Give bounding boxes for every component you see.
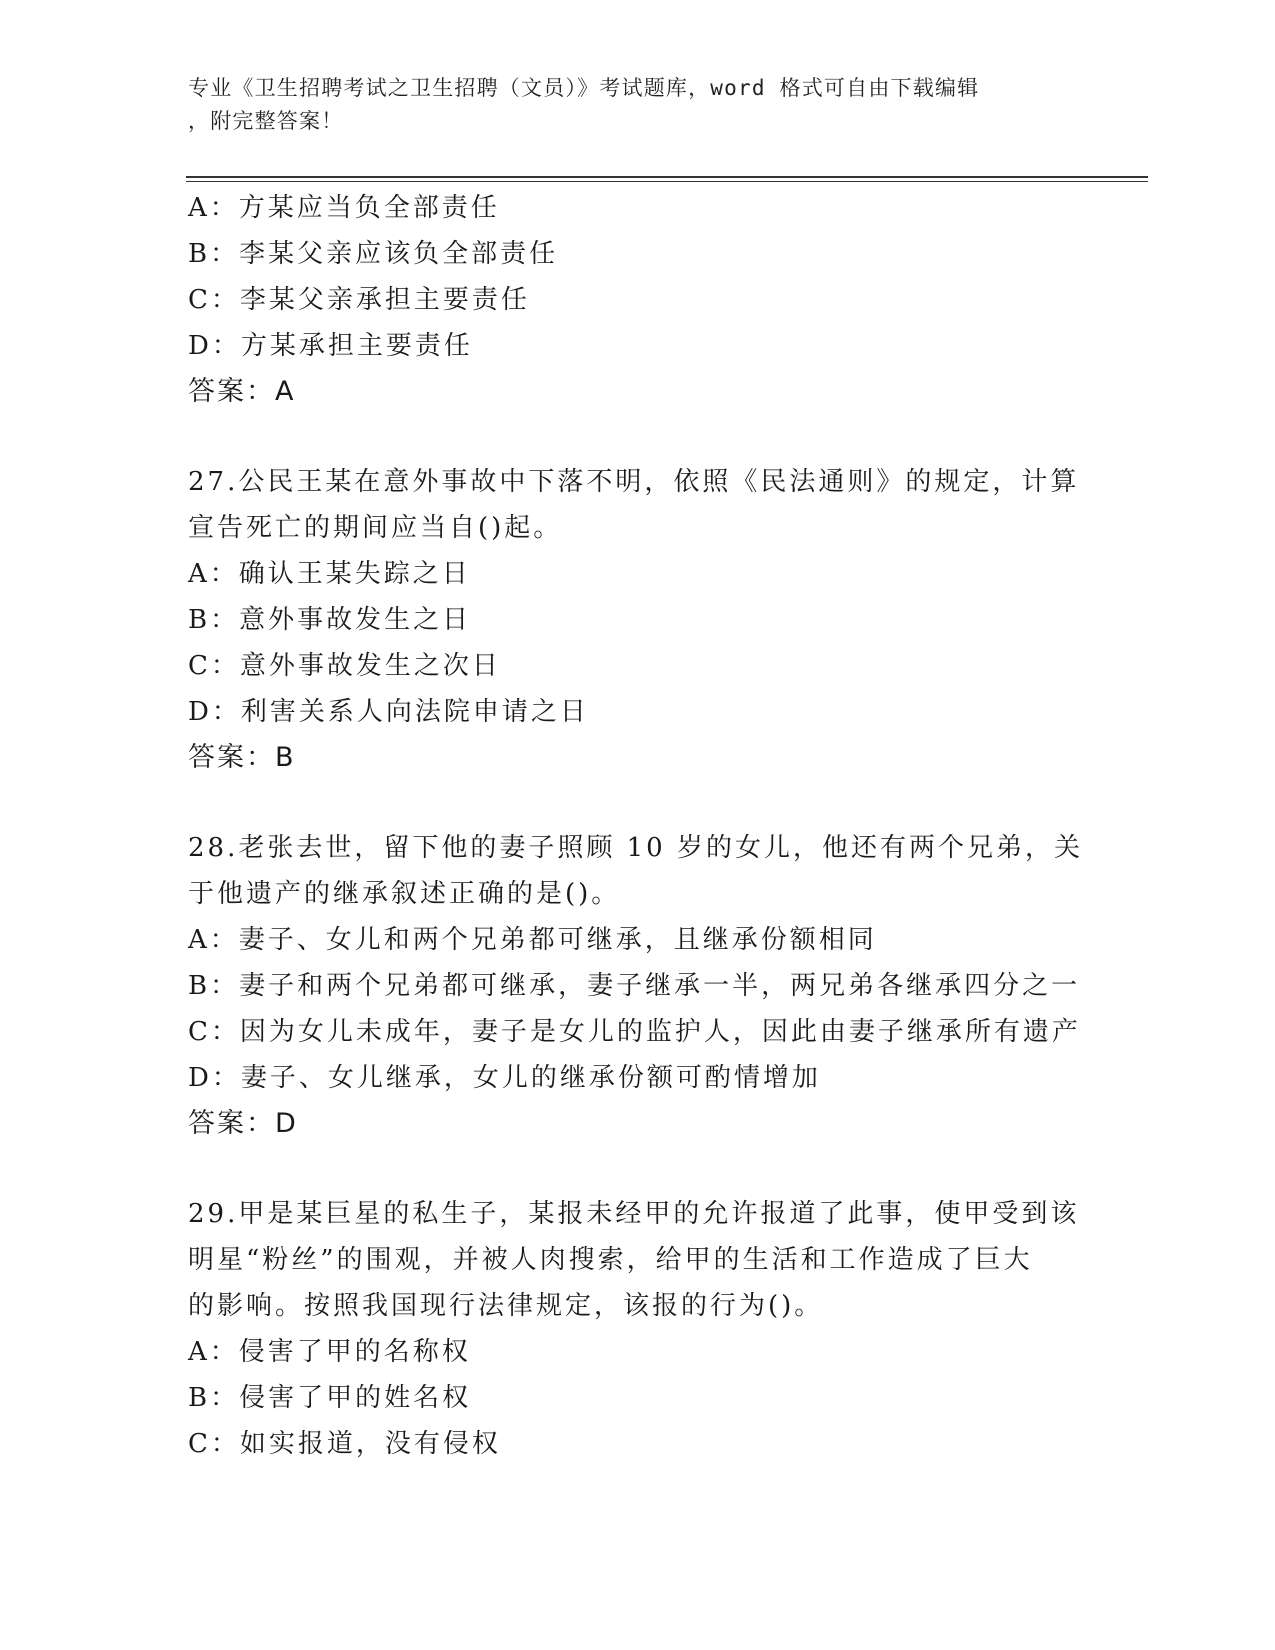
option-c: C：因为女儿未成年，妻子是女儿的监护人，因此由妻子继承所有遗产 <box>188 1017 1081 1047</box>
option-a: A：方某应当负全部责任 <box>188 193 500 223</box>
header-line-1: 专业《卫生招聘考试之卫生招聘（文员）》考试题库，word 格式可自由下载编辑 <box>188 76 980 100</box>
document-header <box>188 72 1068 138</box>
header-rule-thin <box>186 181 1148 182</box>
answer-line: 答案：B <box>188 742 296 773</box>
option-c: C：如实报道，没有侵权 <box>188 1429 501 1459</box>
question-spacer <box>188 415 1088 459</box>
option-a: A：确认王某失踪之日 <box>188 559 471 589</box>
option-a: A：妻子、女儿和两个兄弟都可继承，且继承份额相同 <box>188 925 877 955</box>
option-c: C：意外事故发生之次日 <box>188 651 501 681</box>
question-stem-line: 宣告死亡的期间应当自()起。 <box>188 513 563 543</box>
option-b: B：意外事故发生之日 <box>188 605 472 635</box>
question-29 <box>188 1191 1088 1467</box>
option-b: B：妻子和两个兄弟都可继承，妻子继承一半，两兄弟各继承四分之一 <box>188 971 1081 1001</box>
header-rule-thick <box>186 176 1148 178</box>
option-b: B：李某父亲应该负全部责任 <box>188 239 559 269</box>
answer-line: 答案：A <box>188 376 296 407</box>
question-28 <box>188 825 1088 1147</box>
question-list <box>188 185 1088 1467</box>
option-b: B：侵害了甲的姓名权 <box>188 1383 472 1413</box>
option-c: C：李某父亲承担主要责任 <box>188 285 530 315</box>
question-spacer <box>188 781 1088 825</box>
question-27 <box>188 459 1088 781</box>
option-a: A：侵害了甲的名称权 <box>188 1337 471 1367</box>
question-stem-line: 28.老张去世，留下他的妻子照顾 10 岁的女儿，他还有两个兄弟，关 <box>188 833 1083 863</box>
answer-line: 答案：D <box>188 1108 298 1139</box>
question-stem-line: 29.甲是某巨星的私生子，某报未经甲的允许报道了此事，使甲受到该 <box>188 1199 1080 1229</box>
option-d: D：方某承担主要责任 <box>188 331 473 361</box>
option-d: D：妻子、女儿继承，女儿的继承份额可酌情增加 <box>188 1063 821 1093</box>
option-d: D：利害关系人向法院申请之日 <box>188 697 589 727</box>
question-stem-line: 27.公民王某在意外事故中下落不明，依照《民法通则》的规定，计算 <box>188 467 1080 497</box>
header-line-2: ，附完整答案！ <box>188 109 344 133</box>
question-26 <box>188 185 1088 415</box>
question-spacer <box>188 1147 1088 1191</box>
question-stem-line: 于他遗产的继承叙述正确的是()。 <box>188 879 621 909</box>
question-stem-line: 明星“粉丝”的围观，并被人肉搜索，给甲的生活和工作造成了巨大 <box>188 1245 1033 1275</box>
question-stem-line: 的影响。按照我国现行法律规定，该报的行为()。 <box>188 1291 824 1321</box>
